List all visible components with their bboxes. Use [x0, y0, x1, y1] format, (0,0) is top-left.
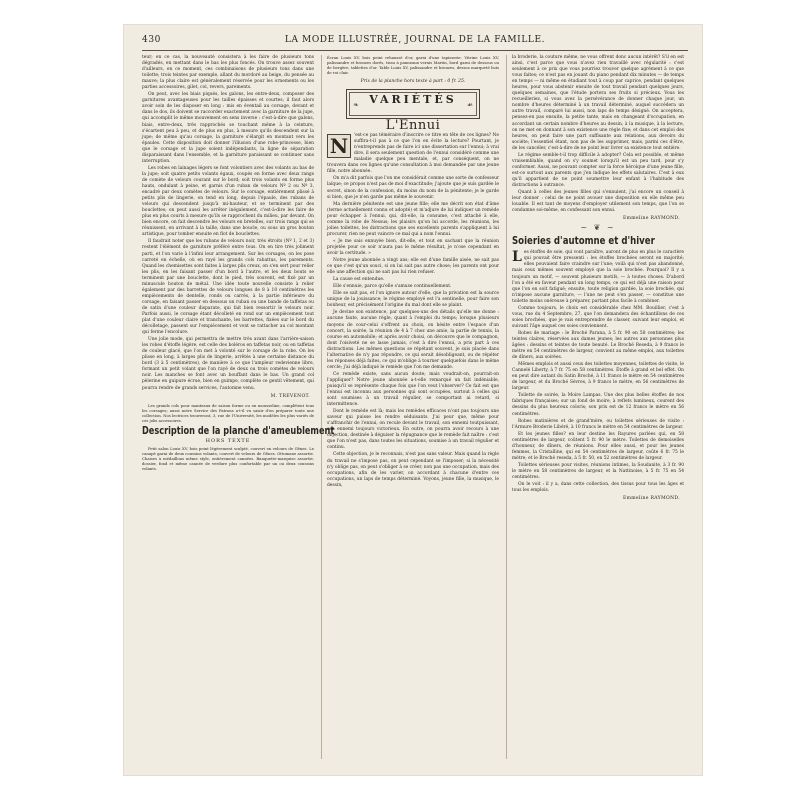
author-signature: Emmeline RAYMOND.: [622, 216, 680, 222]
journal-title: LA MODE ILLUSTRÉE, JOURNAL DE LA FAMILLE.: [284, 35, 546, 45]
paragraph-text: es étoffes de soie, qui vont paraître, auront de plus en plus le caractère qui pouvait être pressenti : les étoffes brochées seront en majorité; elles pouvaient faire craindre sur l'une; voilà qui n'est pas abandonné, mais ceux mêmes souvent employé que la soie brochée. Pourquoi? Il y a toujours un motif, — souvent plusieurs motifs, — à toutes choses. D'abord l'on a été en faveur pendant un long temps, ce qui est déjà une raison pour que l'on en soit fatigué; ensuite, toute religion gardée, la soie brochée, qui n'impose aucune garniture, — l'une ne peut s'en passer, — constitue une toilette moins onéreuse à préparer, partant plus facile à combiner.: [512, 250, 684, 304]
ornament-icon: ☙: [466, 101, 473, 110]
paragraph: On peut, avec les biais piqués, les galons, les entre-deux, composer des garnitures avantageuses pour les tailles épaisses et courtes; il faut alors avoir soin de les disposer en long : mis en éventail au corsage, devant et dans le dos, ils doivent se raccorder exactement avec la garniture de la jupe, qui accomplit le même mouvement en sens inverse : c'est-à-dire que galons, biais, entre-deux, très rapprochés se touchant même à la ceinture, s'écartent peu à peu, et de plus en plus, à mesure qu'ils descendent sur la jupe; de même qu'au corsage, la garniture s'élargit en montant vers les épaules. Cette disposition doit donner l'illusion d'une robe-princesse, bien que le corsage et la jupe soient indépendants, la ligne de séparation disparaissant dans l'ensemble, et la garniture paraissant se continuer sans interruption.: [142, 92, 314, 164]
paragraph: Cette objection, je le reconnais, n'est pas sans valeur. Mais quand la règle du travail ne s'impose pas, on peut cependant se l'imposer; si la nécessité n'y oblige pas, on peut s'obliger à se créer, non pas une occupation, mais des occupations, afin de les varier, on accordant à chacune d'entre ces occupations, un laps de temps déterminé. Voyons, jeune fille, la musique, le dessin,: [327, 452, 499, 488]
paragraph: Toilettes sérieuses pour visites, réunions intimes, la Soudanite, à 3 fr. 90 le mètre en 58 centimètres de largeur, et la Nattinoise, à 5 fr. 75 en 54 centimètres.: [512, 462, 684, 480]
column-1: [142, 55, 335, 759]
paragraph-text: 'est-ce pas téméraire d'inscrire ce titre en tête de ces lignes? Ne suffira-t-il pas à ce que l'on en évite la lecture? Pourtant, je n'entreprends pas de faire ici une dissertation sur l'ennui; à vrai dire, il sera seulement question de l'ennui considéré comme une maladie quelque peu mentale, et, par conséquent, on ne trouvera dans ces lignes qu'une consultation à moi demandée par une jeune fille, notre abonnée.: [327, 133, 499, 175]
paragraph: Robes matinières et de grand'mère, ou toilettes sérieuses de visite : l'Armure Broderie Libéré, à 10 francs le mètre en 54 centimètres de largeur.: [512, 418, 684, 430]
paragraph: Toilette de soirée, la Moire Lampas. Une des plus belles étoffes de nos fabriques françaises; sur un fond de moire, à reflets lumineux, courent des dessins du plus heureux coloris; son prix est de 12 francs le mètre en 56 centimètres.: [512, 393, 684, 417]
paragraph: Elle s'ennuie, parce qu'elle s'amuse continuellement.: [333, 284, 452, 290]
paragraph: On m'a dit parfois que l'on me considérait comme une sorte de confesseur laïque; ce propos n'est pas de moi d'exactitude; j'ajoute que je suis gardée le secret, sinon de la confession, du moins du nom de la pénitente; je le garde si bien, que je n'en garde pas même le souvenir.: [327, 176, 499, 200]
furniture-description: Petit salon Louis XV, bois peint légèrement sculpté, couvert en velours de Gênes. Le canapé garni de deux coussins volants, couvert de velours de Gênes. Ottomane assortie. Chaises à médaillons même style, entièrement cannées. Banquette-marquise assortie, dossier, fond et même cannée de verdure plus confortable par un ou deux coussins volants.: [142, 445, 314, 471]
page-number: 430: [142, 35, 161, 45]
notice-paragraph: Les grands cols pour manteaux de saison forme ou en mousseline, complètent tous les corsages; aussi notre Service des Patrons a-t-il vu saisir d'en préparer toute une collection. Nos lectrices trouveront, 3, rue de l'Université, les modèles les plus variés de ces jolis accessoires.: [142, 402, 314, 423]
section-title-description: Description de la planche d'ameublement: [142, 424, 335, 437]
paragraph: Le régime semble-t-il trop difficile à adopter? Cela est possible, et même vraisemblable, quand on s'y soumet lorsqu'il est un peu tard, pour s'y conformer. Aussi, ne pouvant compter sur la force héroïque d'une jeune fille, est-ce surtout aux parents que j'en indique les effets salutaires. C'est à eux qu'il appartient de ne point soumettre leur enfant à l'habitude des distractions à outrance.: [512, 152, 684, 188]
paragraph: [512, 250, 684, 304]
paragraph: [327, 133, 499, 175]
paragraph: Il faudrait noter que les rubans de velours noir, très étroits (Nº 1, 2 et 3) restent l'élément de garniture préféré entre tous. On en tire très joliment parti, et l'on varie à l'infini leur arrangement. Sur les corsages, on les pose carreté en échelle, où en rayé les grands cols rabattus, les parements. Quand les chemisettes sont faites à larges plis creux, on s'en sert pour relier les plis, en les faisant passer d'un bord à l'autre, et les deux bouts se terminent par une bouclette, dont le pied, très souvent, est fixé par un minuscule bouton de métal. Une idée toute nouvelle consiste à relier également par des barrettes de velours longues de 8 à 10 centimètres les empiècements de dentelle, ronds ou carrés, à la partie inférieure du corsage, en faisant passer en dessous un ruban ou une bande de taffetas ou de satin d'une couleur disparate, qui fait bien ressortir le velours noir. Parfois aussi, le corsage étant décolleté en rond sur un empiècement tout plat d'une couleur claire et tranchante, les barrettes, fixées sur le bord du décolletage, passent sur l'empiècement et vont se rattacher au col montant qui ferme l'encolure.: [142, 239, 314, 336]
page-header: [142, 35, 688, 49]
paragraph: Ma dernière pénitente est une jeune fille; elle me décrit son état d'âme (terme actuellement connu et adopté) et m'adjure de lui indiquer un remède pour échapper à l'ennui, qui, dit-elle, la consume, c'est attaché à elle, comme la robe de Nessus; les plaisirs qu'on lui accorde, les réunions, les jolies toilettes, les distractions que ses excellents parents s'appliquent à lui procurer, rien ne peut vaincre ce mal qui a nom l'ennui.: [327, 201, 499, 237]
paragraph: Elle se sait pas, et l'on ignore autour d'elle, que la privation est la source unique de la jouissance; le régime employé est l'a sentinelle, pour faire son bonheur, est précisément l'origine du mal dont elle se plaint.: [327, 291, 499, 309]
paragraph: Mêmes emplois et aussi ceux des toilettes moyennes, toilettes de visite, le Cannelé Liberty, à 7 fr. 75 en 58 centimètres. Étoffe à grand et bel effet. On en peut dire autant du Satin Broché, à 11 francs le mètre en 54 centimètres de largeur, et du Broché Sèvres, à 9 francs le mètre, en 56 centimètres de largeur.: [512, 362, 684, 392]
column-divider-1: [321, 55, 322, 759]
paragraph: Comme toujours, le choix est considérable chez MM. Bouillier, c'est à vous, rue du 4 Septembre, 27, que l'on demandera des échantillons de ces soies brochées, que je vais entreprendre de classer, suivant leur emploi, et suivant l'âge auquel ces soies conviennent.: [512, 305, 684, 329]
paragraph: Notre jeune abonnée a vingt ans; elle est d'une famille aisée, ne sait pas ce que c'est qu'un souci, si on lui sait pas autre chose; les parents ont pour elle une affection qui ne sait pas lui rien refuser.: [327, 258, 499, 276]
varietes-banner: [346, 89, 480, 119]
paragraph: Ce remède existe, sans aucun doute; mais voudrait-on, pourrait-on l'appliquer? Notre jeune abonnée a-t-elle remarqué un fait indéniable, puisqu'il se représente chaque fois que l'on veut l'observer? Ce fait est que l'ennui est inconnu aux personnes qui sont occupées, surtout à celles qui sont soumises à un travail régulier, se comportant ai retard, si intermittence.: [327, 371, 499, 408]
section-subtitle: HORS TEXTE: [205, 437, 251, 444]
column-3: [512, 55, 684, 759]
paragraph: Les robes en lainages légers se font volontiers avec des volants au bas de la jupe; soit quatre petits volants égaux, coupés en forme avec deux rangs de comète de velours courant sur le bord; soit trois volants en forme plus hauts, ondulant à peine, et garnis d'un ruban de velours Nº 2 ou Nº 3, encadré par deux comètes de velours. Sur le corsage, entièrement plissé à petits plis de lingerie, on tend en long, depuis l'épaule, des rubans de velours qui descendent jusqu'à mi-hauteur, et se terminent par des bouclettes; on peut aussi les arrêter inégalement, c'est-à-dire les faire de plus en plus courts à mesure qu'ils se rapprochent du milieu, par devant. On bien encore, on fait descendre les velours en bretelles, sur trois rangs qui se réunissent, en arrivant à la taille, dans une boucle, ou sous un gros bouton artistique, pour tomber ensuite en flot de bouclettes.: [142, 165, 314, 238]
paragraph: la broderie, la couture même, ne vous offrent donc aucun intérêt? S'il en est ainsi, c'est parce que vous n'avez rien travaillé avec régularité : c'est seulement à ce prix que vous pourriez trouver quelque agrément à ce que vous faites; ce n'est pas en jouant du piano pendant dix minutes — de temps en temps — ni même en étudiant tout à coup par caprice, pendant quelques heures, pour vous abstenir ensuite de tout travail pendant quelques jours, quelques semaines, que l'étude portera ses fruits si précieux. Vous les recueilleriez, si vous avez la persévérance de donner chaque jour, un nombre d'heures déterminé à un travail déterminé, auquel succédera un autre travail, comparé lui aussi, non laps de temps désigné. On acceptera, pensez-en pas ensuite, la petite tante, mais en changeant d'occupation, en accordant un certain nombre d'heures au dessin, à la musique, à la lecture, on ne met en donnant à son existence une règle fixe; et dans cet emploi des heures, on peut faire une part suffisante aux relations, aux devoirs du sociéte; l'essentiel étant, non pas de les supprimer, mais, parmi ces d'être, de les cancéler, c'est-à-dire de ne point leur livrer sa existence tout entière.: [512, 55, 684, 151]
paragraph: Robes de mariage : le Broché Parana, à 5 fr. 90 en 58 centimètres; les teintes claires, réservées aux dames jeunes; les autres aux personnes plus âgées : dessins et teintes de toute beauté. Le Broché Reseda, à 9 francs le mètre en 54 centimètres de largeur, convient au même emploi, aux toilettes de dîners, aux soirées.: [512, 330, 684, 361]
paragraph: Une jolie mode, qui permettra de mettre très avant dans l'arrière-saison les robes d'étoffe légère, est celle des boléros en taffetas noir, ou en taffetas de couleur glacé, que l'on met à volonté sur le corsage de la robe. On les plisse en long, à larges plis de lingerie, arrêtés à une certaine distance du bord (3 à 5 centimètres), de manière à ce que l'ampleur redevienne libre, formant un petit volant que l'on rayé de deux ou trois comètes de velours noir. Les manches se font avec un bouffant dans le bas. Un grand col pèlerine en guipure écrue, bien en guimpe, complète ce gentil vêtement, qui pourra rendre de grands services, l'automne venu.: [142, 337, 314, 391]
paragraph: « Je me sais ennuyée bien, dit-elle, et tout en sachant que la réunion projetée pour ce soir n'aura pas le même résultat, je n'ose cependant en avoir la certitude. »: [327, 238, 499, 256]
magazine-page: [124, 25, 702, 775]
paragraph: La cause est entendue.: [333, 277, 385, 283]
plate-price: Prix de la planche hors texte à part : 0 fr. 25.: [360, 79, 466, 84]
paragraph: Dont le remède est là; mais les remèdes efficaces n'ont pas toujours une saveur qui puisse les rendre séduisants. J'ai peur que, même pour s'affranchir de l'ennui, on recule devant le travail, son ennemi toutpuissant, son ennemi toujours victorieux. En outre, on pourra avoir recours à une objection, destinée à déguiser la répugnance que le remède fait naître : c'est que l'on n'est pas, dans toutes les situations, soumise à un travail régulier et continu.: [327, 409, 499, 451]
paragraph: teur; en ce cas, la nouveauté consistera à les faire de plusieurs tons dégradés, en mettant dans le bas les plus foncés. On trouve assez souvent d'ailleurs, en ce moment, ces combinaisons de plusieurs tons dans une toilette; trois teintes par exemple, allant du mordoré au beige, du pensée au mauve; la plus claire est généralement réservée pour les ornements ou les parties accessoires, gilet, col, revers, parements.: [142, 55, 314, 91]
article-title-ennui: L'Ennui: [385, 118, 441, 134]
drop-cap: L: [512, 249, 522, 266]
article-title-soieries: Soieries d'automne et d'hiver: [512, 234, 655, 248]
author-signature: M. TREVENOT.: [270, 393, 310, 399]
varietes-heading: VARIÉTÉS: [369, 93, 457, 107]
ornament-icon: ❧: [353, 101, 359, 110]
column-2: [327, 55, 499, 759]
header-rule: [142, 50, 688, 51]
paragraph: Je devine son existence, par quelques-uns des détails qu'elle me donne : aucune faute, aucune règle, quant à l'emploi du temps; lorsque plusieurs moyens de cour-celui s'offrent au choix, on hésite entre l'espace d'un concert, la soirée, la réunion de 4 à 7 chez une amie, la partie de tennis, la course en automobile; et après avoir choisi, on découvre que le compagnon, dont l'oisiveté ne se lasse jamais, c'est à dire l'ennui, a pris part à ces distractions. Les mêmes questions se répétant souvent, je suis placée dans l'alternative de n'y pas répondre, ce qui serait désobligeant, ou de répéter les réponses déjà faites, ce qui m'oblige à tourner quelquefois dans le même cercle; j'ai déjà indiqué le remède que l'on me demande.: [327, 310, 499, 370]
drop-cap: N: [327, 134, 351, 158]
furniture-description-cont: Écran Louis XV, bois peint rehaussé d'or, garni d'une tapisserie. Vitrine Louis XV, palissandre et bronzes dorés, tissu à panneaux vernis Martin, bord garni de dessous ou de bergère, tablettes d'or. Table Louis XV, palissandre et bronzes, dessus marqueté bois de roi clair.: [327, 55, 499, 75]
paragraph: Et les jeunes filles? en leur destine les Rayures parlées qui, en 58 centimètres de largeur, coûtent 5 fr. 90 le mètre. Toilettes de demoiselles d'honneur, de dîners, de réunions. Pour elles aussi, et pour les jeunes femmes, la Cristalline, qui en 54 centimètres de largeur, coûte 6 fr. 75 le mètre; et le Broché reseda, à 5 fr. 50, en 52 centimètres de largeur.: [512, 431, 684, 461]
author-signature: Emmeline RAYMOND.: [622, 496, 680, 502]
paragraph: Quant à celles des jeunes filles qui s'ennuient, j'ai encore un conseil à leur donner : celui de ne point avouer une disposition en elle même peu louable. Il est tant de moyens d'employer utilement son temps, que l'on se condamne soi-même, en confessant son ennui.: [512, 190, 684, 214]
column-divider-2: [506, 55, 507, 759]
flourish-divider: ~ ❦ ~: [580, 223, 616, 233]
paragraph: On le voit : il y a, dans cette collection, des tissus pour tous les âges et tous les emplois.: [512, 482, 684, 494]
